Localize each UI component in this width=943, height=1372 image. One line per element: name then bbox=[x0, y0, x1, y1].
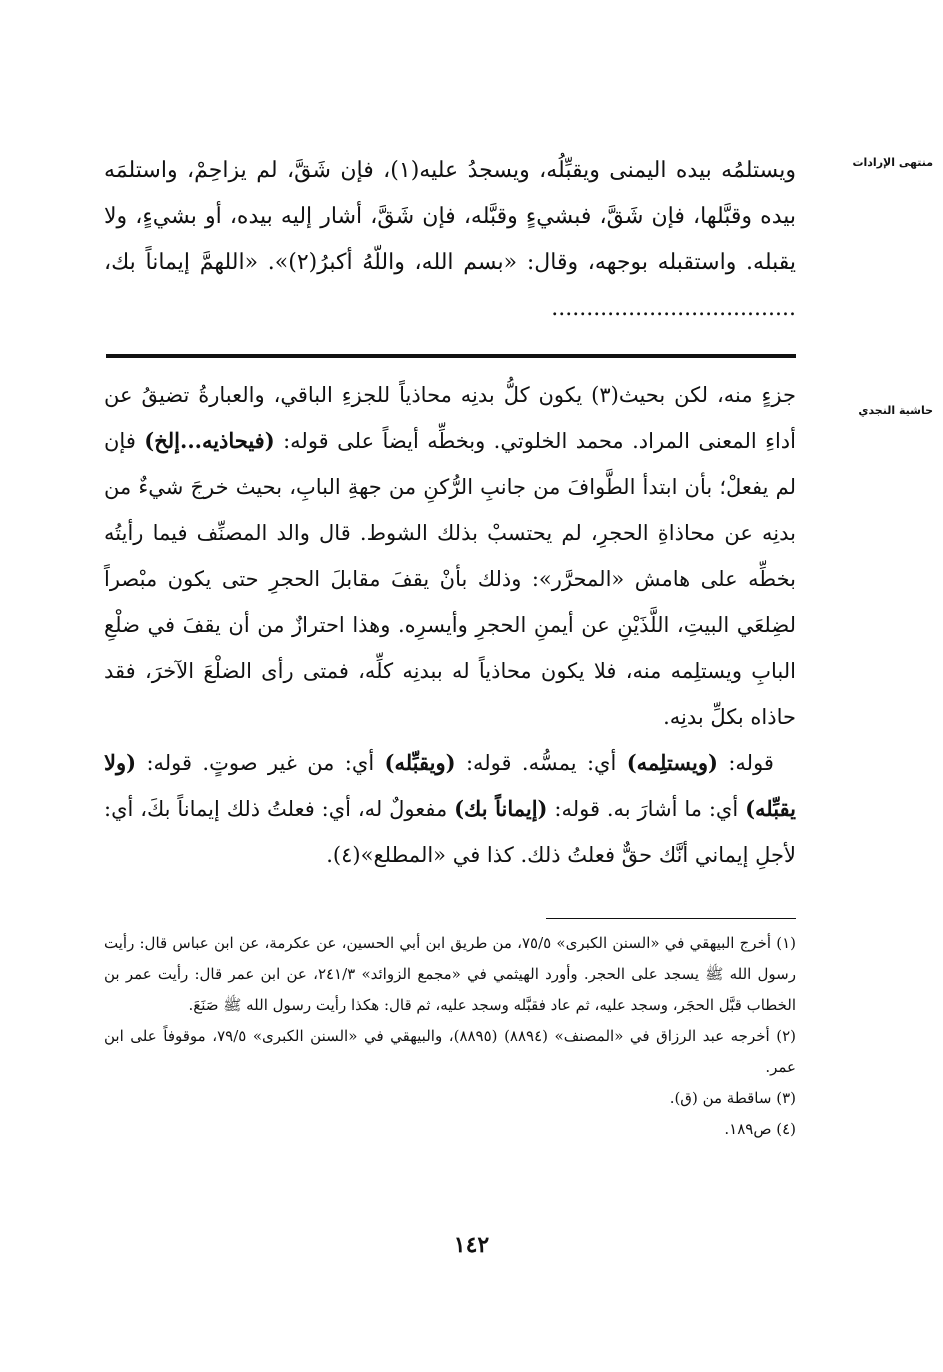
commentary-text-span: قوله: bbox=[728, 751, 774, 775]
footnote-3: (٣) ساقطة من (ق). bbox=[669, 1089, 796, 1107]
commentary-text-span: أي: يمسُّه. قوله: bbox=[465, 751, 617, 775]
commentary-paragraph bbox=[104, 740, 796, 878]
footnotes bbox=[104, 928, 796, 1145]
commentary-bold-term: (ويستلِمه) bbox=[626, 750, 718, 775]
footnote-2: (٢) أخرجه عبد الرزاق في «المصنف» (٨٨٩٤) (٨٨٩٥)، والبيهقي في «السنن الكبرى» ٧٩/٥، موقوفاً على ابن عمر. bbox=[104, 1027, 796, 1076]
footnote-1: (١) أخرج البيهقي في «السنن الكبرى» ٧٥/٥، من طريق ابن أبي الحسين، عن عكرمة، عن ابن عباس قال: رأيت رسول الله ﷺ يسجد على الحجر. وأورد الهيثمي في «مجمع الزوائد» ٢٤١/٣، عن ابن عمر قال: رأيت عمر بن الخطاب قبَّل الحجَر، وسجد عليه، ثم عاد فقبَّله وسجد عليه، ثم قال: هكذا رأيت رسول الله ﷺ صَنَعَ. bbox=[104, 934, 796, 1014]
main-text bbox=[104, 148, 796, 332]
commentary-text-span: أي: ما أشارَ به. قوله: bbox=[554, 797, 739, 821]
footnote-rule bbox=[546, 918, 796, 919]
commentary-bold-term: (فيحاذيه...إلخ) bbox=[144, 428, 275, 453]
main-text-dots: ................................... bbox=[551, 296, 796, 321]
commentary-bold-term: (إيماناً بك) bbox=[454, 796, 548, 821]
page-number: ١٤٢ bbox=[453, 1232, 490, 1258]
section-separator bbox=[106, 354, 796, 358]
commentary-bold-term: (ولا يقبِّله) bbox=[104, 750, 797, 821]
commentary-text-span: مفعولٌ له، أي: فعلتُ ذلك إيماناً بكَ، أي: لأجلِ إيماني أنَّك حقٌّ فعلتُ ذلك. كذا في «المطلع»(٤). bbox=[104, 797, 796, 867]
commentary-paragraph bbox=[104, 372, 796, 740]
side-label-main-text: منتهى الإرادات bbox=[852, 156, 933, 169]
commentary-text-span: فإن لم يفعلْ؛ بأن ابتدأ الطَّوافَ من جانبِ الرُّكنِ من جهةِ البابِ، بحيث خرجَ شيءٌ من بدنِه عن محاذاةِ الحجرِ، لم يحتسبْ بذلك الشوط. قال والد المصنِّف فيما رأيتُه بخطِّه على هامش «المحرَّر»: وذلك بأنْ يقفَ مقابلَ الحجرِ حتى يكون مبْصراً لضِلعَي البيتِ، اللَّذَيْنِ عن أيمنِ الحجرِ وأيسرِه. وهذا احترازٌ من أن يقفَ في ضلْعِ البابِ ويستلِمه منه، فلا يكون محاذياً له ببدنِه كلِّه، فمتى رأى الضلْعَ الآخرَ، فقد حاذاه بكلِّ بدنِه. bbox=[104, 429, 796, 729]
main-text-body: ويستلمُه بيده اليمنى ويقبِّلُه، ويسجدُ عليه(١)، فإن شَقَّ، لم يزاحِمْ، واستلمَه بيده وقبَّلها، فإن شَقَّ، فبشيءٍ وقبَّله، فإن شَقَّ، أشار إليه بيده، أو بشيءٍ، ولا يقبله. واستقبله بوجهه، وقال: «بسم الله، واللّهُ أكبرُ(٢)». «اللهمَّ إيماناً بك، bbox=[104, 158, 797, 275]
side-label-commentary: حاشية النجدي bbox=[858, 404, 933, 417]
footnote-4: (٤) ص١٨٩. bbox=[724, 1120, 796, 1138]
commentary-text bbox=[104, 372, 796, 878]
commentary-text-span: أي: من غير صوتٍ. قوله: bbox=[146, 751, 375, 775]
commentary-bold-term: (ويقبِّله) bbox=[384, 750, 456, 775]
commentary-text-span: جزءٍ منه، لكن بحيث(٣) يكون كلُّ بدنِه محاذياً للجزءِ الباقي، والعبارةُ تضيقُ عن أداءِ المعنى المراد. محمد الخلوتي. وبخطِّه أيضاً على قوله: bbox=[104, 383, 796, 453]
